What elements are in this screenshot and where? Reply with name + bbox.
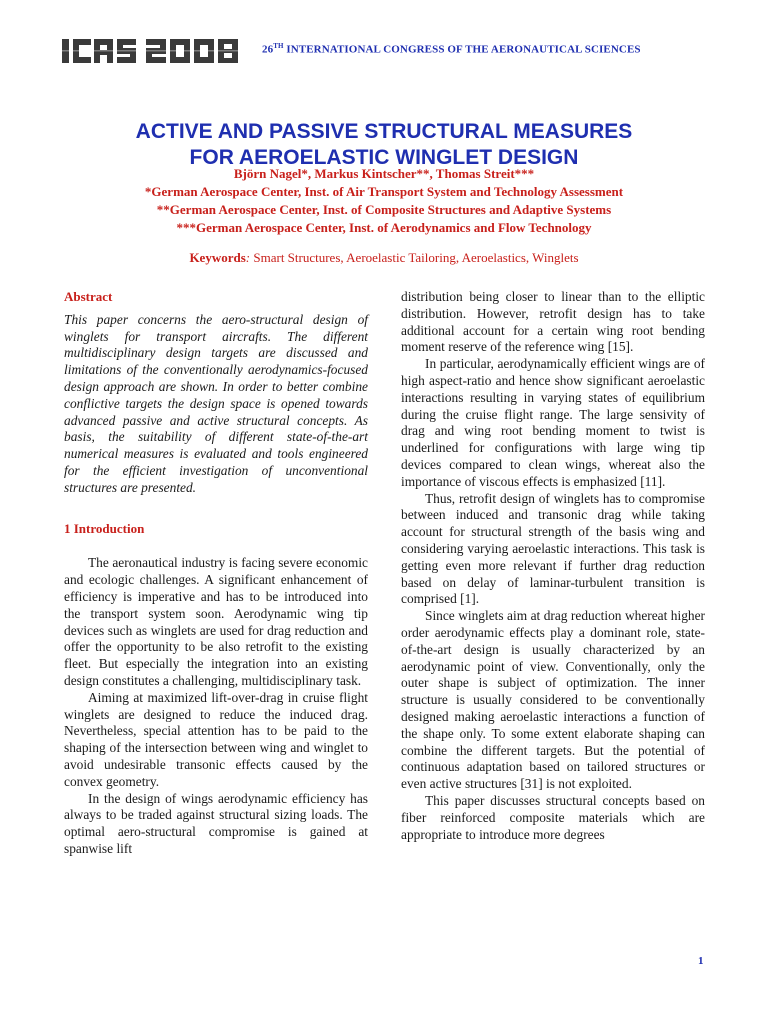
keywords-separator: : [245,250,254,265]
intro-paragraph-2: Aiming at maximized lift-over-drag in cruise flight winglets are designed to reduce the induced drag. Nevertheless, special attention has to be paid to the shaping of the intersection between wing and winglet to avoid undesirable transonic effects caused by the convex geometry. [64,689,368,789]
keywords-text: Smart Structures, Aeroelastic Tailoring, Aeroelastics, Winglets [253,250,579,265]
authors: Björn Nagel*, Markus Kintscher**, Thomas Streit*** [233,166,535,181]
keywords-label: Keywords [189,250,246,265]
paper-title-line-2: FOR AEROELASTIC WINGLET DESIGN [189,146,579,169]
right-continuation-paragraph: distribution being closer to linear than to the elliptic distribution. However, retrofit design has to take additional account for a certain wing root bending moment reserve of the reference wing [15]. [401,289,705,355]
right-paragraph-4: This paper discusses structural concepts based on fiber reinforced composite materials which are appropriate to introduce more degrees [401,792,705,842]
paper-title-line-1: ACTIVE AND PASSIVE STRUCTURAL MEASURES [135,120,633,143]
right-paragraph-2: Thus, retrofit design of winglets has to compromise between induced and transonic drag while taking account for structural strength of the basis wing and considering varying aeroelastic interactions. This task is getting even more relevant if further drag reduction based on delay of laminar-turbulent transition is comprised [1]. [401,490,705,607]
left-column [64,289,368,858]
abstract-text: This paper concerns the aero-structural design of winglets for transport aircrafts. The different multidisciplinary design targets are discussed and limitations of the conventionally aerodynamics-focused design approach are shown. In order to better combine conflictive targets the design space is opened towards advanced passive and active structural concepts. As basis, the suitability of different state-of-the-art numerical measures is evaluated and tools engineered for the efficient investigation of unconventional structures are presented. [64,311,368,495]
congress-header [262,42,732,56]
page-number: 1 [698,955,704,967]
intro-paragraph-1: The aeronautical industry is facing severe economic and ecologic challenges. A significant enhancement of efficiency is imperative and has to be introduced into the transport system soon. Aerodynamic wing tip devices such as winglets are used for drag reduction and offer the opportunity to be also retrofit to the existing fleet. But especially the integration into an existing design constitutes a challenging, multidisciplinary task. [64,555,368,688]
congress-ordinal: TH [273,42,284,50]
right-paragraph-3: Since winglets aim at drag reduction whereat higher order aerodynamic effects play a dominant role, state-of-the-art design is usually characterized by an aerodynamic point of view. Conventionally, only the outer shape is subject of optimization. The inner structure is usually considered to be conventionally designed making aeroelastic interactions a function of the shape only. To some extent elaborate shaping can combine the different targets. But the potential of continuous adaptation based on tailored structures or even active structures [31] is not exploited. [401,608,705,792]
affiliation-2: **German Aerospace Center, Inst. of Composite Structures and Adaptive Systems [156,202,612,217]
affiliation-3: ***German Aerospace Center, Inst. of Aerodynamics and Flow Technology [176,220,592,235]
icas-logo-graphic [62,36,238,66]
introduction-heading: 1 Introduction [64,520,145,536]
affiliation-1: *German Aerospace Center, Inst. of Air Transport System and Technology Assessment [144,184,624,199]
right-column [401,289,705,843]
congress-name: INTERNATIONAL CONGRESS OF THE AERONAUTICAL SCIENCES [283,43,641,56]
right-paragraph-1: In particular, aerodynamically efficient wings are of high aspect-ratio and hence show significant aeroelastic interactions resulting in varying states of equilibrium during the cruise flight range. The large sensivity of drag and wing root bending moment to twist is underlined for configurations with large wing tip devices compared to clean wings, whereat also the importance of viscous effects is emphasized [11]. [401,356,705,489]
congress-number: 26 [262,43,274,56]
keywords-line [0,250,768,266]
abstract-heading: Abstract [64,289,113,304]
icas-2008-logo [62,36,238,66]
intro-paragraph-3: In the design of wings aerodynamic efficiency has always to be traded against structural sizing loads. The optimal aero-structural compromise is gained at spanwise lift [64,790,368,856]
